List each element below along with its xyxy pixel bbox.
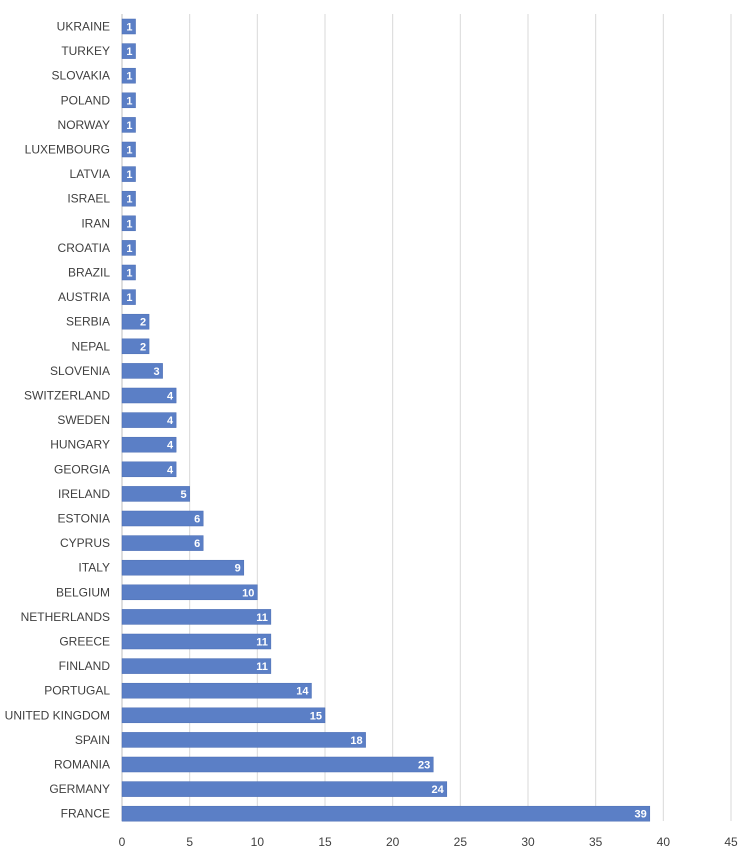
- x-tick-label: 5: [186, 835, 194, 849]
- category-label: AUSTRIA: [57, 290, 110, 305]
- category-label: BELGIUM: [55, 585, 110, 600]
- bar: [122, 782, 447, 797]
- category-label: FINLAND: [58, 659, 110, 674]
- bar: [122, 806, 650, 821]
- data-label: 11: [256, 636, 268, 649]
- data-label: 18: [350, 734, 363, 747]
- data-label: 6: [194, 538, 201, 551]
- x-tick-label: 25: [453, 835, 468, 849]
- x-tick-label: 20: [385, 835, 400, 849]
- category-label: UKRAINE: [56, 19, 110, 34]
- x-tick-label: 45: [724, 835, 738, 849]
- data-label: 4: [167, 464, 174, 477]
- data-label: 4: [167, 415, 174, 428]
- category-label: GREECE: [59, 634, 110, 649]
- data-label: 9: [234, 562, 241, 575]
- data-label: 23: [418, 759, 431, 772]
- category-label: PORTUGAL: [44, 683, 110, 698]
- data-label: 1: [126, 218, 133, 231]
- category-label: GERMANY: [49, 782, 110, 797]
- x-tick-label: 0: [118, 835, 126, 849]
- category-label: ISRAEL: [67, 191, 110, 206]
- data-label: 1: [126, 46, 133, 59]
- data-label: 1: [126, 242, 133, 255]
- data-label: 1: [126, 70, 133, 83]
- bar: [122, 585, 257, 600]
- tick-label-layer: [119, 835, 738, 849]
- x-tick-label: 15: [318, 835, 332, 849]
- category-label: IRAN: [81, 216, 110, 231]
- category-label: CYPRUS: [59, 536, 110, 551]
- category-label: SLOVENIA: [49, 363, 110, 378]
- bar: [122, 609, 271, 624]
- x-tick-label: 10: [250, 835, 265, 849]
- data-label: 3: [153, 365, 160, 378]
- category-label: LATVIA: [69, 167, 110, 182]
- category-label: FRANCE: [60, 806, 110, 821]
- bar: [122, 634, 271, 649]
- data-label: 1: [126, 292, 133, 305]
- bar: [122, 511, 203, 526]
- category-label: SERBIA: [65, 314, 110, 329]
- data-label: 4: [167, 439, 174, 452]
- data-label: 11: [256, 661, 268, 674]
- data-label: 11: [256, 611, 268, 624]
- x-tick-label: 35: [588, 835, 603, 849]
- x-tick-label: 40: [656, 835, 671, 849]
- category-label: NETHERLANDS: [20, 609, 110, 624]
- category-label: CROATIA: [57, 240, 110, 255]
- x-tick-label: 30: [521, 835, 535, 849]
- category-label: IRELAND: [57, 486, 110, 501]
- data-label: 1: [126, 144, 133, 157]
- data-label: 2: [139, 341, 147, 354]
- bar: [122, 732, 366, 747]
- data-label: 14: [296, 685, 309, 698]
- bar: [122, 560, 244, 575]
- data-label: 1: [126, 119, 133, 132]
- bar-layer: [122, 19, 650, 821]
- category-label: ROMANIA: [53, 757, 110, 772]
- category-label: NEPAL: [71, 339, 110, 354]
- bar: [122, 757, 433, 772]
- data-label: 4: [167, 390, 174, 403]
- data-label: 24: [431, 784, 444, 797]
- data-label: 1: [126, 21, 133, 34]
- bar: [122, 486, 190, 501]
- data-label: 1: [126, 169, 133, 182]
- data-label: 15: [309, 710, 322, 723]
- category-label: SLOVAKIA: [51, 68, 110, 83]
- category-label: ITALY: [78, 560, 110, 575]
- category-label: ESTONIA: [57, 511, 110, 526]
- category-label: POLAND: [60, 93, 110, 108]
- category-label: TURKEY: [61, 44, 110, 59]
- category-label: LUXEMBOURG: [24, 142, 110, 157]
- category-label: SWEDEN: [57, 413, 110, 428]
- category-label: BRAZIL: [67, 265, 110, 280]
- category-label: GEORGIA: [53, 462, 110, 477]
- data-label: 10: [242, 587, 255, 600]
- data-label: 39: [634, 808, 647, 821]
- category-label: SWITZERLAND: [23, 388, 110, 403]
- bar: [122, 536, 203, 551]
- data-label: 1: [126, 267, 133, 280]
- data-label: 5: [180, 488, 187, 501]
- data-label: 6: [194, 513, 201, 526]
- data-label: 1: [126, 95, 133, 108]
- data-label: 2: [139, 316, 147, 329]
- category-label: UNITED KINGDOM: [4, 708, 110, 723]
- data-label: 1: [126, 193, 133, 206]
- bar: [122, 683, 311, 698]
- grid-layer: [122, 14, 731, 821]
- category-label: HUNGARY: [50, 437, 110, 452]
- category-label: SPAIN: [74, 732, 110, 747]
- category-label-layer: [5, 20, 111, 821]
- bar: [122, 659, 271, 674]
- category-label: NORWAY: [57, 117, 110, 132]
- bar: [122, 708, 325, 723]
